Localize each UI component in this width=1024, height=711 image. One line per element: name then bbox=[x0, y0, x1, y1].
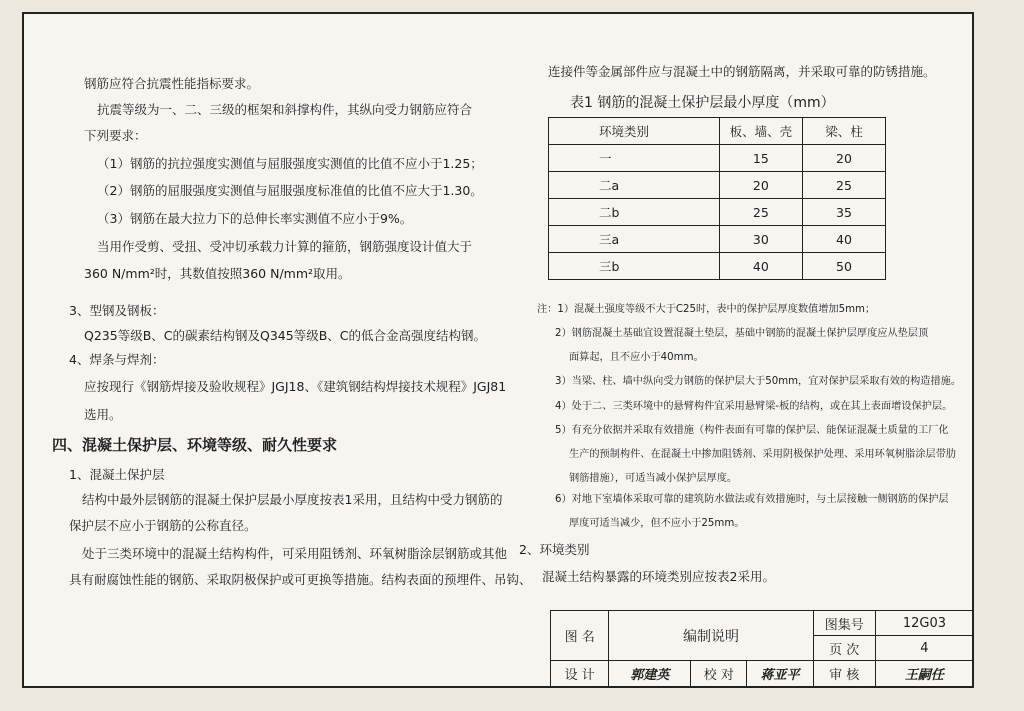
label-review: 审 核 bbox=[813, 661, 875, 687]
label-check: 校 对 bbox=[691, 661, 747, 687]
figure-name: 编制说明 bbox=[609, 611, 813, 661]
table-cell: 25 bbox=[802, 172, 885, 199]
note-1: 注：1）混凝土强度等级不大于C25时，表中的保护层厚度数值增加5mm； bbox=[537, 304, 876, 315]
note-2b: 面算起，且不应小于40mm。 bbox=[569, 352, 704, 363]
note-5b: 生产的预制构件、在混凝土中掺加阻锈剂、采用阴极保护处理、采用环氧树脂涂层带肋 bbox=[569, 449, 957, 460]
table-cell: 二b bbox=[549, 199, 720, 226]
requirement-3: （3）钢筋在最大拉力下的总伸长率实测值不应小于9%。 bbox=[97, 211, 413, 226]
left-para-3b: 360 N/mm²时，其数值按照360 N/mm²取用。 bbox=[84, 266, 351, 281]
section-4-text-1: 应按现行《钢筋焊接及验收规程》JGJ18、《建筑钢结构焊接技术规程》JGJ81 bbox=[84, 379, 507, 394]
left-para-2a: 抗震等级为一、二、三级的框架和斜撑构件，其纵向受力钢筋应符合 bbox=[97, 102, 473, 117]
table-cell: 20 bbox=[719, 172, 802, 199]
label-page: 页 次 bbox=[813, 636, 875, 661]
requirement-1: （1）钢筋的抗拉强度实测值与屈服强度实测值的比值不应小于1.25； bbox=[97, 156, 483, 171]
note-6a: 6）对地下室墙体采取可靠的建筑防水做法或有效措施时，与土层接触一侧钢筋的保护层 bbox=[555, 494, 949, 505]
table-cell: 三a bbox=[549, 226, 720, 253]
title-block bbox=[550, 610, 974, 687]
section-4-title: 4、焊条与焊剂： bbox=[69, 352, 165, 367]
table-cell: 35 bbox=[802, 199, 885, 226]
right-continuation: 连接件等金属部件应与混凝土中的钢筋隔离，并采取可靠的防锈措施。 bbox=[548, 64, 936, 79]
table-cell: 二a bbox=[549, 172, 720, 199]
left-para-2b: 下列要求： bbox=[84, 128, 147, 143]
label-design: 设 计 bbox=[551, 661, 609, 687]
note-5a: 5）有充分依据并采取有效措施（构件表面有可靠的保护层、能保证混凝土质量的工厂化 bbox=[555, 425, 949, 436]
drawing-sheet bbox=[22, 12, 974, 688]
table-row bbox=[549, 145, 886, 172]
reviewer-signature: 王嗣任 bbox=[875, 661, 973, 687]
label-atlas-no: 图集号 bbox=[813, 611, 875, 636]
note-5c: 钢筋措施），可适当减小保护层厚度。 bbox=[569, 473, 738, 484]
atlas-number: 12G03 bbox=[875, 611, 973, 636]
table-cell: 30 bbox=[719, 226, 802, 253]
section-3-text: Q235等级B、C的碳素结构钢及Q345等级B、C的低合金高强度结构钢。 bbox=[84, 328, 487, 343]
table-header-row bbox=[549, 118, 886, 145]
table-row bbox=[549, 226, 886, 253]
header-env-class: 环境类别 bbox=[549, 118, 720, 145]
header-beam-column: 梁、柱 bbox=[802, 118, 885, 145]
note-2a: 2）钢筋混凝土基础宜设置混凝土垫层，基础中钢筋的混凝土保护层厚度应从垫层顶 bbox=[555, 328, 929, 339]
env-class-text: 混凝土结构暴露的环境类别应按表2采用。 bbox=[542, 569, 775, 584]
page-number: 4 bbox=[875, 636, 973, 661]
table-cell: 50 bbox=[802, 253, 885, 280]
label-figure-name: 图 名 bbox=[551, 611, 609, 661]
requirement-2: （2）钢筋的屈服强度实测值与屈服强度标准值的比值不应大于1.30。 bbox=[97, 183, 483, 198]
left-para-4b: 保护层不应小于钢筋的公称直径。 bbox=[69, 518, 257, 533]
table-cell: 15 bbox=[719, 145, 802, 172]
header-slab-wall: 板、墙、壳 bbox=[719, 118, 802, 145]
note-4: 4）处于二、三类环境中的悬臂构件宜采用悬臂梁-板的结构，或在其上表面增设保护层。 bbox=[555, 401, 953, 412]
table-row bbox=[549, 199, 886, 226]
table-row bbox=[549, 253, 886, 280]
checker-signature: 蒋亚平 bbox=[747, 661, 813, 687]
table-cell: 三b bbox=[549, 253, 720, 280]
table-cell: 25 bbox=[719, 199, 802, 226]
subsection-2-title: 2、环境类别 bbox=[519, 542, 590, 557]
table-1-title: 表1 钢筋的混凝土保护层最小厚度（mm） bbox=[570, 95, 835, 111]
left-para-5a: 处于三类环境中的混凝土结构构件，可采用阻锈剂、环氧树脂涂层钢筋或其他 bbox=[82, 546, 508, 561]
section-4-text-2: 选用。 bbox=[84, 407, 122, 422]
left-para-4a: 结构中最外层钢筋的混凝土保护层最小厚度按表1采用，且结构中受力钢筋的 bbox=[82, 492, 503, 507]
left-para-3a: 当用作受剪、受扭、受冲切承载力计算的箍筋，钢筋强度设计值大于 bbox=[97, 239, 473, 254]
table-cell: 20 bbox=[802, 145, 885, 172]
section-3-title: 3、型钢及钢板： bbox=[69, 303, 165, 318]
left-para-1: 钢筋应符合抗震性能指标要求。 bbox=[84, 76, 260, 91]
subsection-1-title: 1、混凝土保护层 bbox=[69, 467, 165, 482]
table-cell: 40 bbox=[802, 226, 885, 253]
left-para-5b: 具有耐腐蚀性能的钢筋、采取阴极保护或可更换等措施。结构表面的预埋件、吊钩、 bbox=[69, 572, 532, 587]
note-3: 3）当梁、柱、墙中纵向受力钢筋的保护层大于50mm，宜对保护层采取有效的构造措施。 bbox=[555, 376, 962, 387]
cover-thickness-table bbox=[548, 117, 886, 280]
table-cell: 40 bbox=[719, 253, 802, 280]
table-cell: 一 bbox=[549, 145, 720, 172]
note-6b: 厚度可适当减少，但不应小于25mm。 bbox=[569, 518, 745, 529]
section-heading: 四、混凝土保护层、环境等级、耐久性要求 bbox=[52, 436, 338, 454]
table-row bbox=[549, 172, 886, 199]
designer-signature: 郭建英 bbox=[609, 661, 691, 687]
